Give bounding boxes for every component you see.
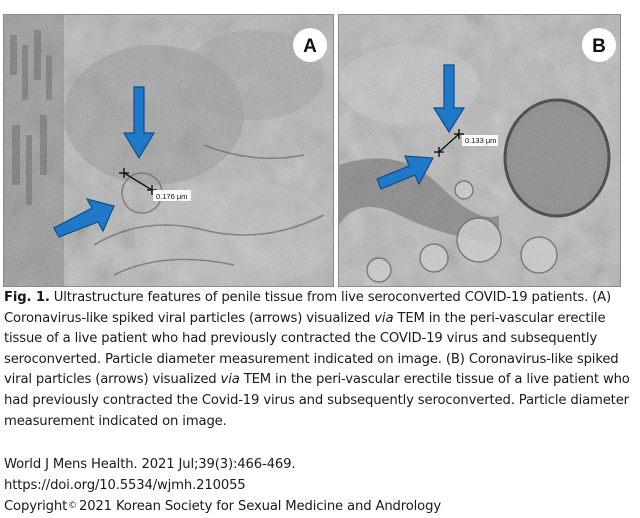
panel-b-label: B bbox=[592, 36, 606, 57]
figure-label: Fig. 1. bbox=[4, 290, 50, 305]
caption-via-1: via bbox=[374, 310, 394, 326]
panel-a-label: A bbox=[303, 36, 317, 57]
caption-via-2: via bbox=[220, 372, 240, 388]
journal-reference: World J Mens Health. 2021 Jul;39(3):466-469. bbox=[4, 457, 296, 472]
tem-image-b bbox=[339, 15, 620, 286]
caption-text-1: Ultrastructure features of penile tissue from live seroconverted COVID-19 patients. (A) Coronavirus-like spiked viral particles (arrows) visualized bbox=[4, 290, 612, 326]
copyright-prefix: Copyright bbox=[4, 499, 68, 515]
micrograph-panel-a bbox=[3, 14, 334, 287]
copyright-text: 2021 Korean Society for Sexual Medicine and Andrology bbox=[78, 499, 441, 515]
caption-text-2: TEM in the peri-vascular erectile tissue of a live patient who had previously contracted the COVID-19 virus and subsequently seroconverted. Particle diameter measurement indicated on image. (B) Coronavirus-like spiked viral particles (arrows) visualized bbox=[4, 310, 619, 388]
doi-link[interactable]: https://doi.org/10.5534/wjmh.210055 bbox=[4, 477, 246, 493]
copyright-line bbox=[4, 496, 634, 518]
measurement-label-b: 0.133 μm bbox=[465, 136, 497, 145]
micrograph-panel-b bbox=[338, 14, 621, 287]
copyright-symbol: © bbox=[68, 501, 77, 512]
caption-text-3: TEM in the peri-vascular erectile tissue of a live patient who had previously contracted the Covid-19 virus and subsequently seroconverted. Particle diameter measurement indicated on image. bbox=[4, 372, 630, 429]
citation-block bbox=[4, 455, 634, 518]
figure-caption bbox=[4, 288, 634, 432]
measurement-label-a: 0.176 μm bbox=[156, 192, 188, 201]
tem-image-a bbox=[4, 15, 333, 286]
